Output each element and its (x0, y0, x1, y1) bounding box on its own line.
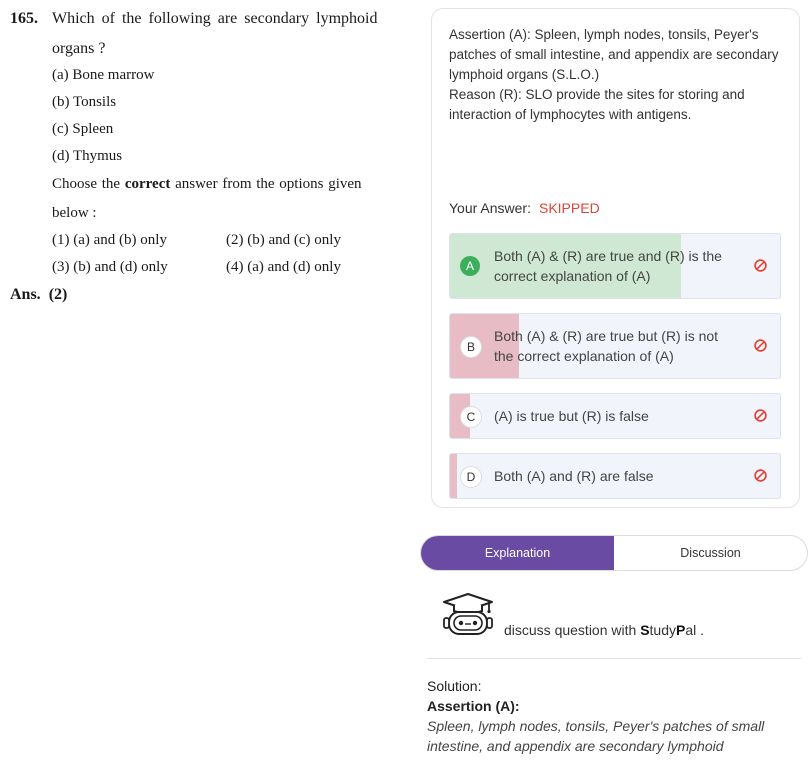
option-text: Both (A) & (R) are true but (R) is not the correct explanation of (A) (494, 328, 719, 364)
option-c[interactable] (449, 393, 781, 439)
assertion-reason-text (449, 25, 784, 125)
question-option: (b) Tonsils (52, 94, 117, 110)
answer-key: Ans. (2) (10, 286, 68, 303)
option-letter: B (460, 336, 482, 358)
not-selected-icon (754, 469, 767, 482)
option-d[interactable] (449, 453, 781, 499)
tab-discussion[interactable]: Discussion (680, 546, 741, 560)
section-divider (427, 658, 801, 659)
question-option: (d) Thymus (52, 148, 123, 164)
studypal-prompt[interactable] (440, 592, 800, 642)
answer-choice: (1) (a) and (b) only (52, 232, 167, 248)
not-selected-icon (754, 259, 767, 272)
solution-section (427, 676, 805, 756)
assertion-text: Assertion (A): Spleen, lymph nodes, tonsils, Peyer's patches of small intestine, and appendix are secondary lymphoid organs (S.L.O.) (449, 27, 779, 82)
answer-value: (2) (48, 286, 68, 303)
question-instruction: Choose the correct answer from the options given (52, 176, 362, 192)
option-text: Both (A) & (R) are true and (R) is the correct explanation of (A) (494, 248, 722, 284)
not-selected-icon (754, 339, 767, 352)
studypal-robot-icon (440, 592, 496, 638)
solution-subheading: Assertion (A): (427, 698, 520, 714)
not-selected-icon (754, 409, 767, 422)
tab-explanation[interactable]: Explanation (421, 536, 614, 570)
studypal-text: discuss question with StudyPal . (504, 622, 705, 638)
answer-choice: (2) (b) and (c) only (226, 232, 341, 248)
your-answer-label: Your Answer: (449, 200, 531, 216)
reason-text: Reason (R): SLO provide the sites for storing and interaction of lymphocytes with antigens. (449, 87, 745, 122)
solution-tabs (420, 535, 808, 571)
option-response-bar (450, 454, 457, 498)
option-b[interactable] (449, 313, 781, 379)
option-letter: A (460, 256, 480, 276)
your-answer (449, 200, 600, 216)
option-a[interactable] (449, 233, 781, 299)
question-number: 165. (10, 10, 38, 27)
solution-heading: Solution: (427, 678, 482, 694)
option-letter: C (460, 406, 482, 428)
option-letter: D (460, 466, 482, 488)
question-card (431, 8, 800, 508)
solution-body: Spleen, lymph nodes, tonsils, Peyer's patches of small intestine, and appendix are secondary lymphoid (427, 718, 765, 754)
option-text: Both (A) and (R) are false (494, 468, 654, 484)
question-stem: Which of the following are secondary lymphoid (52, 10, 378, 27)
option-text: (A) is true but (R) is false (494, 408, 649, 424)
answer-choice: (3) (b) and (d) only (52, 259, 168, 275)
instruction-emphasis: correct (124, 176, 171, 192)
question-option: (a) Bone marrow (52, 67, 155, 83)
your-answer-status: SKIPPED (538, 200, 600, 216)
answer-choice: (4) (a) and (d) only (226, 259, 341, 275)
question-stem-continued: organs ? (52, 40, 106, 57)
question-option: (c) Spleen (52, 121, 114, 137)
question-instruction-continued: below : (52, 205, 97, 221)
